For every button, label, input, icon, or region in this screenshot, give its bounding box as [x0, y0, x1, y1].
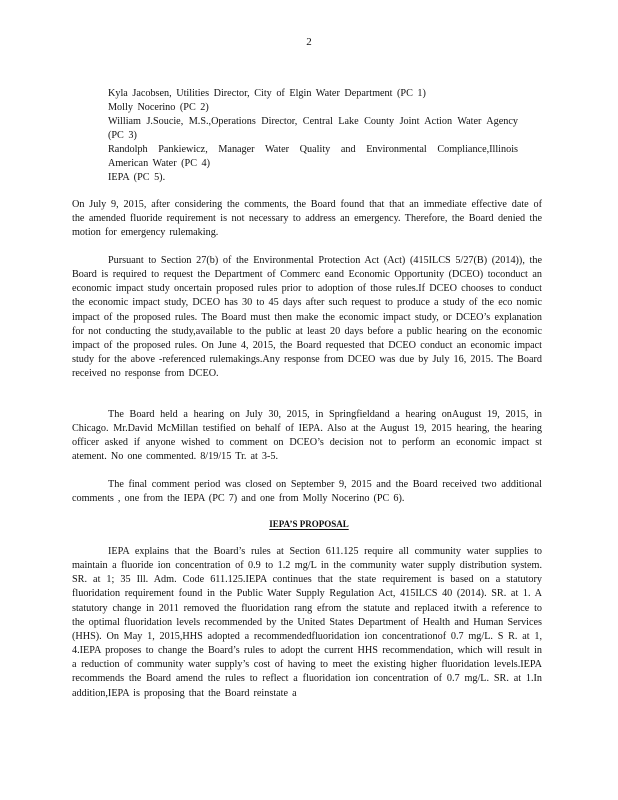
paragraph-emergency-motion: On July 9, 2015, after considering the comments, the Board found that that an immediate effective date of the amended fluoride requirement is not necessary to address an emergency. Therefore, the Board denied the motion for emergency rulemaking. [72, 199, 542, 239]
paragraph-final-comments: The final comment period was closed on September 9, 2015 and the Board received two additional comments , one from the IEPA (PC 7) and one from Molly Nocerino (PC 6). [72, 479, 542, 505]
section-heading [0, 519, 618, 529]
commenter-item: Molly Nocerino (PC 2) [108, 102, 209, 113]
commenter-item: William J.Soucie, M.S.,Operations Director, Central Lake County Joint Action Water Agency (PC 3) [108, 116, 518, 141]
commenter-list [108, 87, 518, 185]
page-number: 2 [306, 36, 312, 48]
paragraph-iepa-proposal: IEPA explains that the Board’s rules at Section 611.125 require all community water supplies to maintain a fluoride ion concentration of 0.9 to 1.2 mg/L in the community water supply distribution system. SR. at 1; 35 Ill. Adm. Code 611.125.IEPA continues that the state requirement is based on a statutory fluoridation requirement found in the Public Water Supply Regulation Act, 415ILCS 40 (2014). SR. at 1. A statutory change in 2011 removed the fluoridation rang efrom the statute and replaced itwith a reference to the optimal fluoridation levels recommended by the United States Department of Health and Human Services (HHS). On May 1, 2015,HHS adopted a recommendedfluoridation ion concentrationof 0.7 mg/L. S R. at 1, 4.IEPA proposes to change the Board’s rules to adopt the current HHS recommendation, which will result in a reduction of community water supply’s cost of having to meet the existing higher fluoridation levels.IEPA recommends the Board amend the rules to reflect a fluoridation ion concentration of 0.7 mg/L. SR. at 1.In addition,IEPA is proposing that the Board reinstate a [72, 546, 542, 699]
section-heading-text: IEPA’S PROPOSAL [269, 519, 349, 529]
commenter-item: Kyla Jacobsen, Utilities Director, City of Elgin Water Department (PC 1) [108, 88, 426, 99]
commenter-item: IEPA (PC 5). [108, 172, 166, 183]
paragraph-hearings: The Board held a hearing on July 30, 2015, in Springfieldand a hearing onAugust 19, 2015, in Chicago. Mr.David McMillan testified on behalf of IEPA. Also at the August 19, 2015 hearing, the hearing officer asked if anyone wished to comment on DCEO’s decision not to perform an economic impact st atement. No one commented. 8/19/15 Tr. at 3-5. [72, 409, 542, 463]
paragraph-economic-impact: Pursuant to Section 27(b) of the Environmental Protection Act (Act) (415ILCS 5/27(B) (2014)), the Board is required to request the Department of Commerc eand Economic Opportunity (DCEO) toconduct an economic impact study oncertain proposed rules prior to adoption of those rules.If DCEO chooses to conduct the economic impact study, DCEO has 30 to 45 days after such request to produce a study of the eco nomic impact of the proposed rules. The Board must then make the economic impact study, or DCEO’s explanation for not conducting the study,available to the public at least 20 days before a public hearing on the economic impact of the proposed rules. On June 4, 2015, the Board requested that DCEO conduct an economic impact study for the above -referenced rulemakings.Any response from DCEO was due by July 16, 2015. The Board received no response from DCEO. [72, 255, 542, 380]
commenter-item: Randolph Pankiewicz, Manager Water Quality and Environmental Compliance,Illinois American Water (PC 4) [108, 144, 518, 169]
